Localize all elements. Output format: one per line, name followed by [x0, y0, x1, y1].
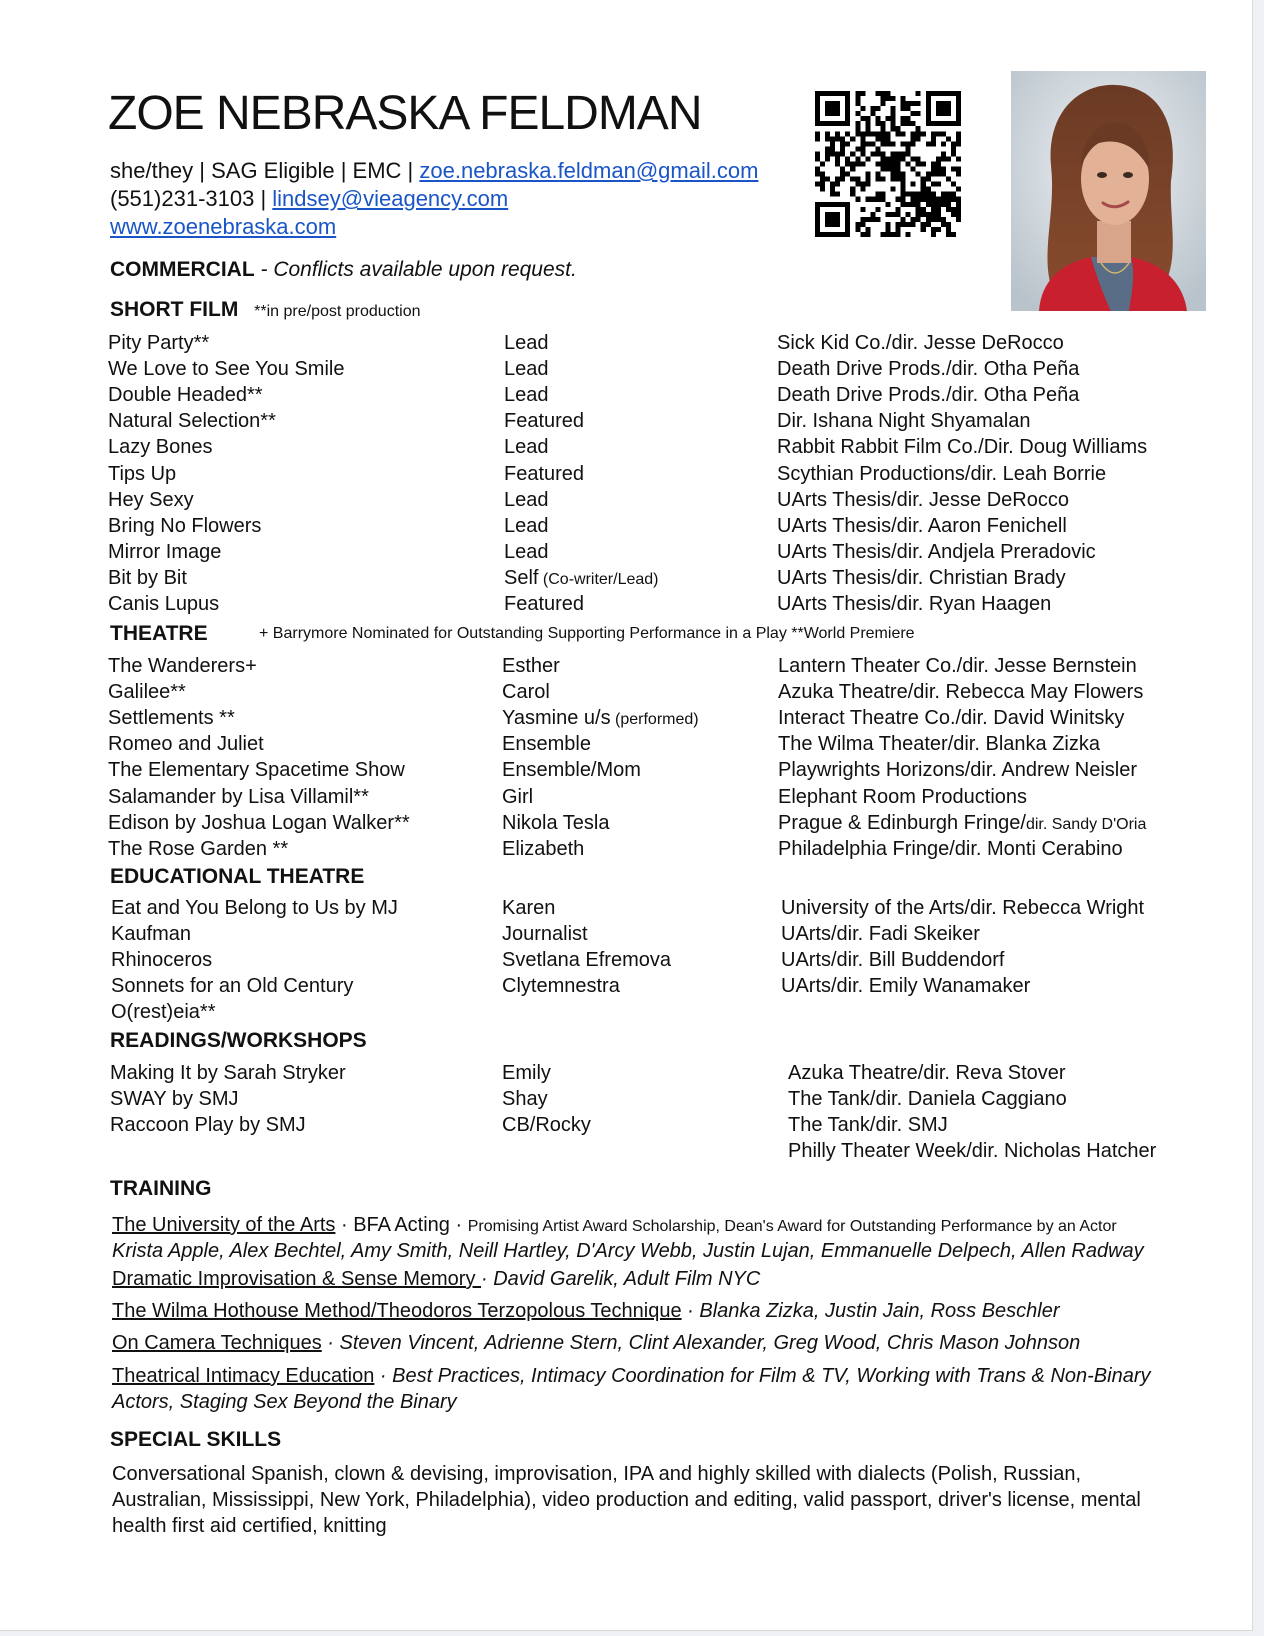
credit-title: We Love to See You Smile — [108, 358, 345, 381]
company-name: UArts Thesis/dir. Aaron Fenichell — [777, 514, 1067, 537]
credit-company — [777, 356, 1079, 382]
theatre-note: + Barrymore Nominated for Outstanding Supporting Performance in a Play **World Premiere — [259, 625, 915, 642]
role-name: Girl — [502, 785, 534, 808]
credit-company — [778, 757, 1137, 783]
company-name: Elephant Room Productions — [778, 785, 1028, 808]
credit-company — [777, 382, 1079, 408]
credit-company — [777, 565, 1066, 591]
credit-role — [504, 513, 549, 539]
credit-role — [502, 679, 550, 705]
uarts-name: The University of the Arts — [112, 1214, 336, 1236]
improv-name: Dramatic Improvisation & Sense Memory — [112, 1268, 482, 1290]
contact-line-1 — [110, 157, 758, 185]
role-name: Lead — [504, 488, 549, 511]
credit-company: Philly Theater Week/dir. Nicholas Hatcher — [788, 1140, 1157, 1163]
credit-role — [504, 565, 659, 593]
credit-title: The Rose Garden ** — [108, 837, 289, 860]
credit-role: Karen — [502, 897, 556, 919]
credit-role — [504, 356, 549, 382]
website-link[interactable]: www.zoenebraska.com — [110, 214, 337, 239]
theatre-title: THEATRE — [110, 622, 208, 645]
credit-title: Raccoon Play by SMJ — [110, 1114, 306, 1137]
role-name: Esther — [502, 655, 560, 677]
role-name: Self — [504, 566, 539, 589]
role-name: Yasmine u/s — [502, 707, 611, 730]
training-improv — [112, 1266, 760, 1292]
credit-role: Svetlana Efremova — [502, 949, 671, 972]
credit-company: Azuka Theatre/dir. Reva Stover — [788, 1062, 1066, 1084]
company-name: Lantern Theater Co./dir. Jesse Bernstein — [778, 655, 1137, 677]
email-link[interactable]: zoe.nebraska.feldman@gmail.com — [419, 158, 759, 183]
credit-title: Galilee** — [108, 681, 186, 704]
actor-name: ZOE NEBRASKA FELDMAN — [108, 87, 702, 140]
credit-title: Sonnets for an Old Century — [111, 975, 354, 998]
role-name: Nikola Tesla — [502, 811, 610, 834]
wilma-name: The Wilma Hothouse Method/Theodoros Terzopolous Technique — [112, 1300, 682, 1322]
credit-company — [778, 653, 1137, 679]
credit-company — [777, 539, 1096, 565]
contact-line-2 — [110, 185, 508, 213]
credit-company — [778, 810, 1146, 838]
qr-code-icon[interactable] — [815, 91, 961, 237]
contact-line-3 — [110, 213, 336, 241]
role-name: Featured — [504, 593, 585, 615]
role-name: Lead — [504, 384, 549, 407]
credit-company: UArts/dir. Bill Buddendorf — [781, 949, 1005, 972]
improv-teachers: · David Garelik, Adult Film NYC — [481, 1268, 761, 1290]
credit-title: Salamander by Lisa Villamil** — [108, 785, 369, 808]
company-name: Prague & Edinburgh Fringe/ — [778, 811, 1026, 834]
commercial-title: COMMERCIAL — [110, 258, 255, 281]
theatre-heading — [110, 621, 208, 647]
uarts-teachers: Krista Apple, Alex Bechtel, Amy Smith, Neill Hartley, D'Arcy Webb, Justin Lujan, Emmanuelle Delpech, Allen Radway — [112, 1240, 1144, 1262]
credit-title: Tips Up — [108, 462, 177, 485]
credit-role: Clytemnestra — [502, 975, 620, 998]
credit-company — [777, 330, 1064, 356]
credit-role: Shay — [502, 1088, 548, 1111]
company-name: Philadelphia Fringe/dir. Monti Cerabino — [778, 837, 1123, 860]
commercial-heading — [110, 257, 577, 283]
credit-title: Kaufman — [111, 923, 192, 946]
uarts-awards: Promising Artist Award Scholarship, Dean's Award for Outstanding Performance by an Actor — [467, 1218, 1117, 1235]
credit-title: The Elementary Spacetime Show — [108, 759, 405, 782]
credit-title: Hey Sexy — [108, 488, 194, 511]
credit-role — [504, 487, 549, 513]
training-camera — [112, 1330, 1080, 1356]
credit-title: O(rest)eia** — [111, 1001, 216, 1024]
skills-line: health first aid certified, knitting — [112, 1515, 387, 1537]
credit-company: UArts/dir. Emily Wanamaker — [781, 975, 1031, 998]
credit-company — [778, 731, 1100, 757]
credit-company — [778, 679, 1143, 705]
credit-company — [777, 487, 1069, 513]
credit-role: Journalist — [502, 923, 588, 946]
credit-role — [502, 653, 560, 679]
agent-email-link[interactable]: lindsey@vieagency.com — [272, 186, 509, 211]
credit-title: Settlements ** — [108, 707, 235, 730]
credit-role — [502, 757, 641, 783]
short-film-heading — [110, 297, 421, 325]
credit-role — [504, 461, 584, 487]
short-film-title: SHORT FILM — [110, 298, 239, 321]
role-name: Featured — [504, 410, 585, 433]
credit-role — [504, 539, 549, 565]
credit-role — [504, 408, 584, 434]
role-name: Ensemble — [502, 733, 591, 756]
company-note: dir. Sandy D'Oria — [1025, 815, 1147, 833]
credit-company — [777, 513, 1067, 539]
credit-role — [504, 591, 584, 617]
company-name: Dir. Ishana Night Shyamalan — [777, 410, 1031, 433]
company-name: Scythian Productions/dir. Leah Borrie — [777, 462, 1107, 485]
short-film-note: **in pre/post production — [254, 303, 421, 320]
credit-title: Eat and You Belong to Us by MJ — [111, 897, 398, 919]
pronouns-unions: she/they | SAG Eligible | EMC | — [110, 158, 420, 183]
intimacy-teachers: · Best Practices, Intimacy Coordination for Film & TV, Working with Trans & Non-Binary — [374, 1365, 1151, 1387]
role-name: Carol — [502, 681, 550, 704]
camera-name: On Camera Techniques — [112, 1332, 322, 1354]
credit-role — [504, 330, 549, 356]
role-name: Ensemble/Mom — [502, 759, 641, 782]
credit-role — [502, 810, 609, 836]
camera-teachers: · Steven Vincent, Adrienne Stern, Clint Alexander, Greg Wood, Chris Mason Johnson — [321, 1332, 1081, 1354]
credit-role — [504, 382, 549, 408]
uarts-degree: · BFA Acting · — [335, 1214, 468, 1236]
role-name: Lead — [504, 540, 549, 563]
credit-role — [502, 705, 699, 733]
skills-line: Australian, Mississippi, New York, Philadelphia), video production and editing, valid passport, driver's license, mental — [112, 1489, 1141, 1511]
intimacy-teachers-2: Actors, Staging Sex Beyond the Binary — [112, 1391, 457, 1413]
company-name: UArts Thesis/dir. Jesse DeRocco — [777, 488, 1069, 511]
credit-role: CB/Rocky — [502, 1114, 591, 1137]
skills-heading: SPECIAL SKILLS — [110, 1428, 282, 1451]
credit-company — [777, 461, 1106, 487]
company-name: UArts Thesis/dir. Ryan Haagen — [777, 593, 1052, 615]
company-name: Death Drive Prods./dir. Otha Peña — [777, 384, 1080, 407]
credit-title: Making It by Sarah Stryker — [110, 1062, 346, 1084]
wilma-teachers: · Blanka Zizka, Justin Jain, Ross Beschler — [681, 1300, 1060, 1322]
credit-role — [502, 784, 533, 810]
company-name: Interact Theatre Co./dir. David Winitsky — [778, 707, 1125, 730]
skills-line: Conversational Spanish, clown & devising, improvisation, IPA and highly skilled with dialects (Polish, Russian, — [112, 1463, 1081, 1485]
role-note: (performed) — [610, 711, 699, 729]
credit-company — [778, 705, 1124, 731]
intimacy-name: Theatrical Intimacy Education — [112, 1365, 375, 1387]
company-name: The Wilma Theater/dir. Blanka Zizka — [778, 733, 1100, 756]
credit-company — [777, 591, 1051, 617]
company-name: Playwrights Horizons/dir. Andrew Neisler — [778, 759, 1138, 782]
credit-role — [502, 836, 584, 862]
credit-title: The Wanderers+ — [108, 655, 257, 677]
role-name: Lead — [504, 332, 549, 354]
training-wilma — [112, 1298, 1060, 1324]
credit-company: The Tank/dir. Daniela Caggiano — [788, 1088, 1067, 1111]
role-name: Lead — [504, 514, 549, 537]
company-name: Rabbit Rabbit Film Co./Dir. Doug Williams — [777, 436, 1148, 459]
credit-company — [777, 434, 1147, 460]
credit-title: Pity Party** — [108, 332, 210, 354]
phone-number: (551)231-3103 | — [110, 186, 273, 211]
credit-title: Natural Selection** — [108, 410, 276, 433]
credit-company — [778, 836, 1123, 862]
training-uarts — [112, 1212, 1117, 1240]
credit-company: The Tank/dir. SMJ — [788, 1114, 948, 1137]
credit-role — [502, 731, 591, 757]
educational-heading: EDUCATIONAL THEATRE — [110, 865, 365, 888]
credit-company — [778, 784, 1027, 810]
readings-heading: READINGS/WORKSHOPS — [110, 1029, 367, 1052]
role-name: Lead — [504, 436, 549, 459]
role-name: Lead — [504, 358, 549, 381]
credit-title: Bit by Bit — [108, 566, 187, 589]
credit-company — [777, 408, 1030, 434]
credit-title: Mirror Image — [108, 540, 222, 563]
credit-role: Emily — [502, 1062, 551, 1084]
company-name: Death Drive Prods./dir. Otha Peña — [777, 358, 1080, 381]
role-name: Featured — [504, 462, 585, 485]
training-intimacy — [112, 1363, 1151, 1389]
role-name: Elizabeth — [502, 837, 585, 860]
company-name: UArts Thesis/dir. Christian Brady — [777, 566, 1066, 589]
credit-role — [504, 434, 549, 460]
company-name: Sick Kid Co./dir. Jesse DeRocco — [777, 332, 1064, 354]
credit-title: Canis Lupus — [108, 593, 220, 615]
training-heading: TRAINING — [110, 1177, 212, 1200]
credit-title: Double Headed** — [108, 384, 263, 407]
company-name: UArts Thesis/dir. Andjela Preradovic — [777, 540, 1096, 563]
credit-company: University of the Arts/dir. Rebecca Wright — [781, 897, 1145, 919]
headshot-photo — [1011, 71, 1206, 311]
credit-title: Lazy Bones — [108, 436, 213, 459]
credit-company: UArts/dir. Fadi Skeiker — [781, 923, 980, 946]
credit-title: Romeo and Juliet — [108, 733, 264, 756]
company-name: Azuka Theatre/dir. Rebecca May Flowers — [778, 681, 1144, 704]
commercial-note: - Conflicts available upon request. — [254, 258, 577, 281]
role-note: (Co-writer/Lead) — [538, 570, 659, 588]
credit-title: Edison by Joshua Logan Walker** — [108, 811, 410, 834]
credit-title: SWAY by SMJ — [110, 1088, 239, 1111]
credit-title: Rhinoceros — [111, 949, 213, 972]
credit-title: Bring No Flowers — [108, 514, 262, 537]
